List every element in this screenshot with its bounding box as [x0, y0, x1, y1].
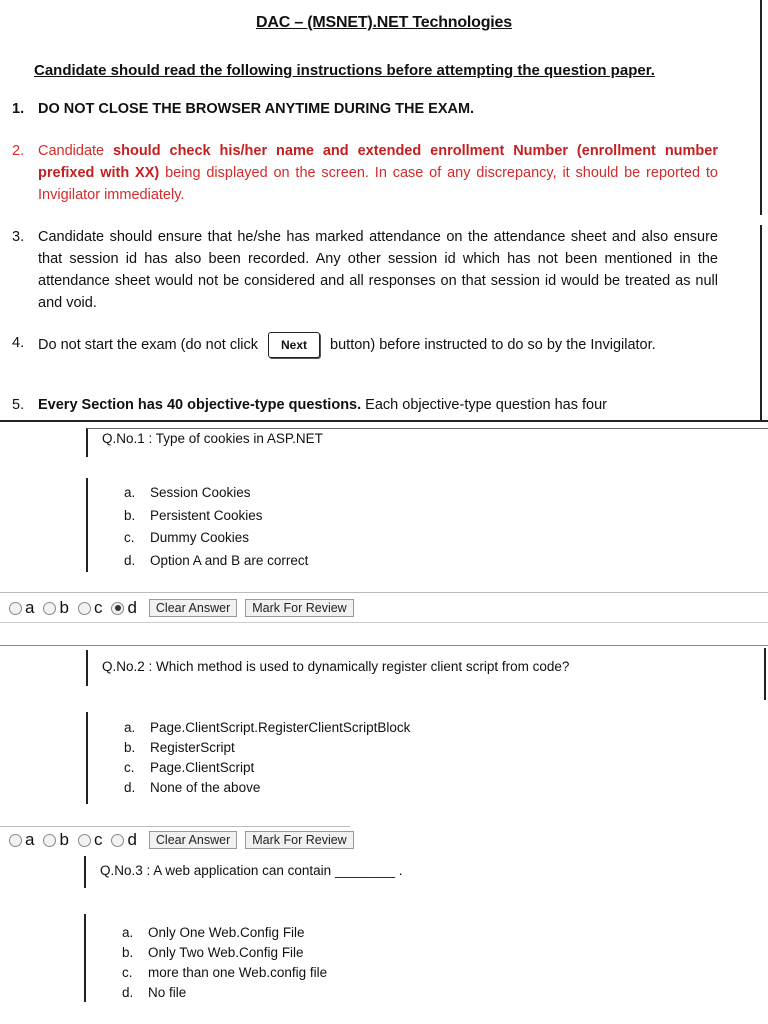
- instruction-number: 5.: [12, 397, 25, 413]
- answer-row-divider-bottom: [0, 622, 768, 623]
- option-c: [124, 757, 254, 779]
- option-letter: a.: [122, 925, 134, 940]
- next-button-sample: Next: [268, 332, 320, 358]
- question-3-options: [84, 914, 86, 1002]
- radio-label: a: [25, 830, 35, 849]
- right-border-mid: [760, 225, 762, 420]
- radio-label: c: [93, 830, 103, 849]
- instruction-2: [12, 140, 718, 206]
- radio-label: c: [93, 598, 103, 617]
- question-2-text: Q.No.2 : Which method is used to dynamically register client script from code?: [102, 659, 570, 674]
- question-1-header: [86, 428, 768, 457]
- option-text: Page.ClientScript.RegisterClientScriptBlock: [150, 720, 411, 735]
- radio-label: d: [127, 598, 137, 617]
- option-letter: c.: [124, 530, 135, 545]
- option-text: Only One Web.Config File: [148, 925, 305, 940]
- radio-a[interactable]: [9, 602, 22, 615]
- radio-b[interactable]: [43, 602, 56, 615]
- instruction-number: 3.: [12, 229, 25, 245]
- radio-d[interactable]: [111, 602, 124, 615]
- radio-label: d: [127, 830, 137, 849]
- mark-for-review-button[interactable]: Mark For Review: [245, 831, 353, 849]
- option-d: [122, 982, 186, 1004]
- option-a: [124, 717, 410, 739]
- page-title: DAC – (MSNET).NET Technologies: [256, 14, 512, 31]
- instruction-text: Each objective-type question has four: [361, 397, 607, 413]
- radio-label: a: [25, 598, 35, 617]
- answer-row-divider: [0, 592, 768, 593]
- radio-label: b: [59, 598, 69, 617]
- option-b: [122, 942, 304, 964]
- option-b: [124, 737, 235, 759]
- right-border-top: [760, 0, 762, 215]
- option-text: None of the above: [150, 780, 261, 795]
- option-a: [124, 482, 251, 504]
- instruction-5: [12, 394, 728, 416]
- radio-a[interactable]: [9, 834, 22, 847]
- option-letter: a.: [124, 485, 136, 500]
- option-d: [124, 550, 308, 572]
- question-3-header: [84, 856, 403, 888]
- option-letter: c.: [124, 760, 135, 775]
- radio-label: b: [59, 830, 69, 849]
- instruction-text: Do not start the exam (do not click: [38, 336, 259, 353]
- option-d: [124, 777, 260, 799]
- instruction-text-cont: being displayed on the screen. In case of any discrepancy, it should be reported to Invigilator immediately.: [38, 165, 718, 203]
- option-letter: c.: [122, 965, 133, 980]
- radio-c[interactable]: [78, 602, 91, 615]
- option-letter: b.: [124, 740, 136, 755]
- option-letter: d.: [124, 780, 136, 795]
- option-text: RegisterScript: [150, 740, 235, 755]
- clear-answer-button[interactable]: Clear Answer: [149, 831, 237, 849]
- instruction-bold-text: Every Section has 40 objective-type questions.: [38, 397, 362, 413]
- question-2-header: [86, 650, 570, 686]
- option-b: [124, 505, 263, 527]
- answer-row-divider: [0, 826, 350, 827]
- question-1-answer-controls: [4, 598, 354, 618]
- option-letter: d.: [124, 553, 136, 568]
- section-divider: [0, 420, 768, 422]
- option-text: Persistent Cookies: [150, 508, 263, 523]
- radio-c[interactable]: [78, 834, 91, 847]
- instruction-text-cont: button) before instructed to do so by the Invigilator.: [330, 336, 656, 353]
- question-1-text: Q.No.1 : Type of cookies in ASP.NET: [102, 431, 323, 446]
- option-letter: d.: [122, 985, 134, 1000]
- instruction-3: [12, 226, 718, 314]
- option-c: [124, 527, 249, 549]
- instruction-bold-text: should check his/her name and extended enrollment Number (enrollment number prefixed with XX): [38, 143, 718, 181]
- question-1-options: [86, 478, 88, 572]
- instruction-text: DO NOT CLOSE THE BROWSER ANYTIME DURING THE EXAM.: [38, 101, 475, 117]
- mark-for-review-button[interactable]: Mark For Review: [245, 599, 353, 617]
- instruction-number: 1.: [12, 101, 25, 117]
- instruction-text: Candidate: [38, 143, 114, 159]
- instruction-text: Candidate should ensure that he/she has marked attendance on the attendance sheet and also ensure that session id has also been recorded. Any other session id which has not been mentioned in the attendance sheet would not be considered and all responses on that session id would be treated as null and void.: [38, 229, 718, 311]
- option-text: Page.ClientScript: [150, 760, 255, 775]
- option-text: Option A and B are correct: [150, 553, 309, 568]
- instruction-number: 2.: [12, 143, 25, 159]
- instructions-heading: Candidate should read the following instructions before attempting the question paper.: [34, 62, 655, 79]
- question-3-text: Q.No.3 : A web application can contain ________ .: [100, 863, 403, 878]
- question-2-top-line: [0, 645, 768, 646]
- option-text: Session Cookies: [150, 485, 251, 500]
- option-a: [122, 922, 305, 944]
- option-text: No file: [148, 985, 187, 1000]
- option-text: Dummy Cookies: [150, 530, 250, 545]
- question-2-answer-controls: [4, 830, 354, 850]
- radio-b[interactable]: [43, 834, 56, 847]
- option-c: [122, 962, 327, 984]
- option-letter: b.: [124, 508, 136, 523]
- radio-d[interactable]: [111, 834, 124, 847]
- instruction-number: 4.: [12, 335, 25, 351]
- option-letter: a.: [124, 720, 136, 735]
- right-border-q2: [764, 648, 766, 700]
- question-2-options: [86, 712, 88, 804]
- instruction-1: [12, 98, 728, 120]
- option-text: more than one Web.config file: [148, 965, 328, 980]
- clear-answer-button[interactable]: Clear Answer: [149, 599, 237, 617]
- instruction-4: [12, 332, 738, 358]
- option-text: Only Two Web.Config File: [148, 945, 304, 960]
- option-letter: b.: [122, 945, 134, 960]
